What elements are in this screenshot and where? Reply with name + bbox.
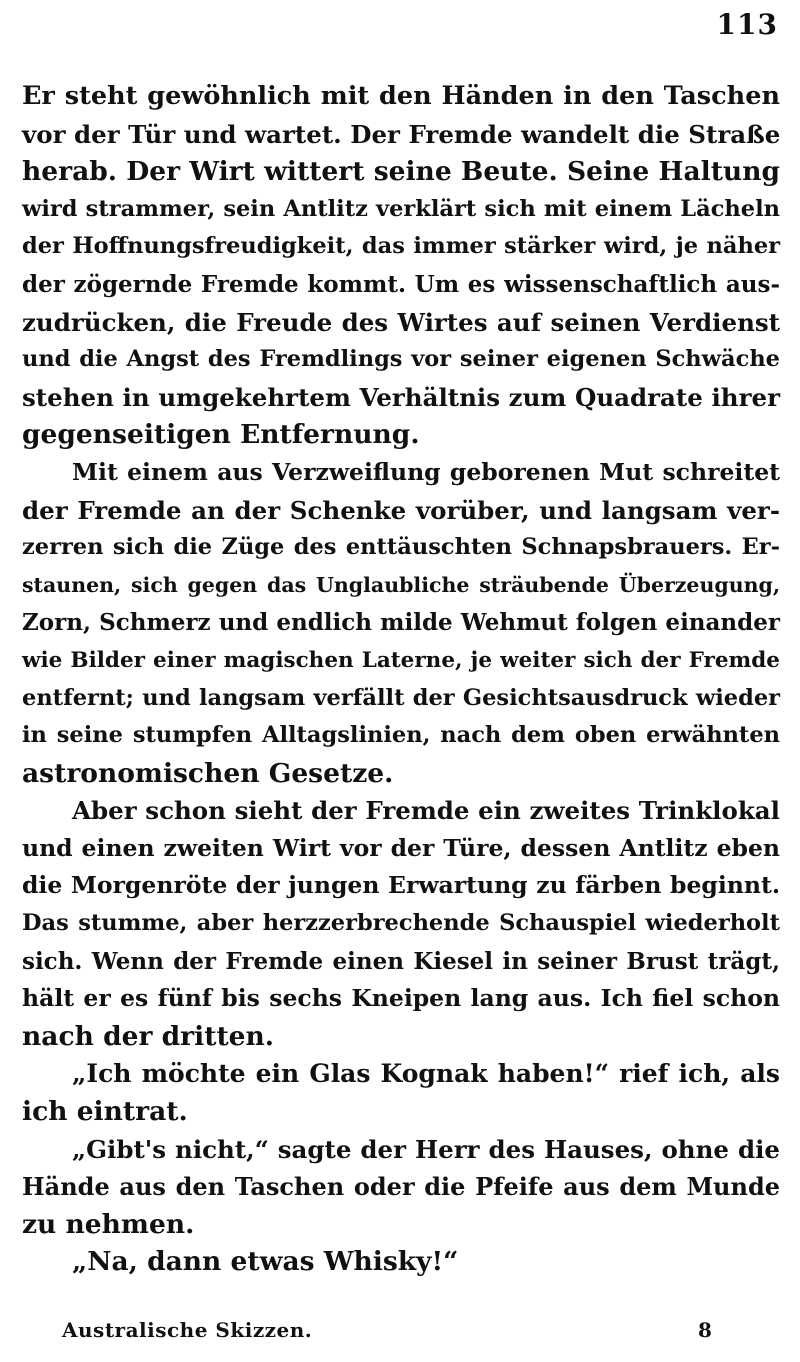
text-line: und einen zweiten Wirt vor der Türe, dessen Antlitz eben — [22, 833, 780, 862]
body-text — [22, 78, 780, 1281]
text-line: herab. Der Wirt wittert seine Beute. Seine Haltung — [22, 156, 780, 188]
footer-sheet-number: 8 — [698, 1318, 712, 1342]
text-line: astronomischen Gesetze. — [22, 757, 394, 789]
text-line: Hände aus den Taschen oder die Pfeife aus dem Munde — [22, 1172, 780, 1202]
text-line: „Gibt's nicht,“ sagte der Herr des Hauses, ohne die — [72, 1134, 780, 1164]
text-line: nach der dritten. — [22, 1020, 275, 1052]
text-line: hält er es fünf bis sechs Kneipen lang aus. Ich fiel schon — [22, 984, 780, 1013]
text-line: Das stumme, aber herzzerbrechende Schauspiel wiederholt — [22, 910, 780, 937]
text-line: in seine stumpfen Alltagslinien, nach dem oben erwähnten — [22, 722, 780, 749]
page-number: 113 — [716, 8, 778, 41]
text-line: der Fremde an der Schenke vorüber, und langsam ver- — [22, 495, 780, 525]
text-line: Aber schon sieht der Fremde ein zweites Trinklokal — [72, 796, 780, 826]
text-line: wird strammer, sein Antlitz verklärt sich mit einem Lächeln — [22, 195, 780, 222]
text-line: sich. Wenn der Fremde einen Kiesel in seiner Brust trägt, — [22, 947, 780, 975]
footer-signature: Australische Skizzen. — [62, 1318, 313, 1342]
text-line: zu nehmen. — [22, 1208, 195, 1240]
text-line: staunen, sich gegen das Unglaubliche sträubende Überzeugung, — [22, 572, 780, 597]
text-line: und die Angst des Fremdlings vor seiner eigenen Schwäche — [22, 346, 780, 373]
text-line: Er steht gewöhnlich mit den Händen in den Taschen — [22, 81, 780, 111]
text-line: „Ich möchte ein Glas Kognak haben!“ rief ich, als — [72, 1059, 780, 1089]
text-line: Zorn, Schmerz und endlich milde Wehmut folgen einander — [22, 609, 780, 637]
text-line: zudrücken, die Freude des Wirtes auf seinen Verdienst — [22, 307, 780, 337]
text-line: wie Bilder einer magischen Laterne, je weiter sich der Fremde — [22, 647, 780, 673]
text-line: der zögernde Fremde kommt. Um es wissenschaftlich aus- — [22, 270, 780, 298]
text-line: entfernt; und langsam verfällt der Gesichtsausdruck wieder — [22, 684, 780, 711]
text-line: Mit einem aus Verzweiflung geborenen Mut schreitet — [72, 457, 780, 486]
text-line: die Morgenröte der jungen Erwartung zu färben beginnt. — [22, 871, 780, 900]
text-line: ich eintrat. — [22, 1096, 188, 1128]
text-line: gegenseitigen Entfernung. — [22, 419, 420, 451]
text-line: „Na, dann etwas Whisky!“ — [72, 1246, 459, 1278]
text-line: zerren sich die Züge des enttäuschten Schnapsbrauers. Er- — [22, 534, 780, 561]
text-line: vor der Tür und wartet. Der Fremde wandelt die Straße — [22, 119, 781, 149]
text-line: der Hoffnungsfreudigkeit, das immer stärker wird, je näher — [22, 233, 780, 260]
page-footer — [22, 1318, 780, 1348]
text-line: stehen in umgekehrtem Verhältnis zum Quadrate ihrer — [22, 382, 780, 412]
